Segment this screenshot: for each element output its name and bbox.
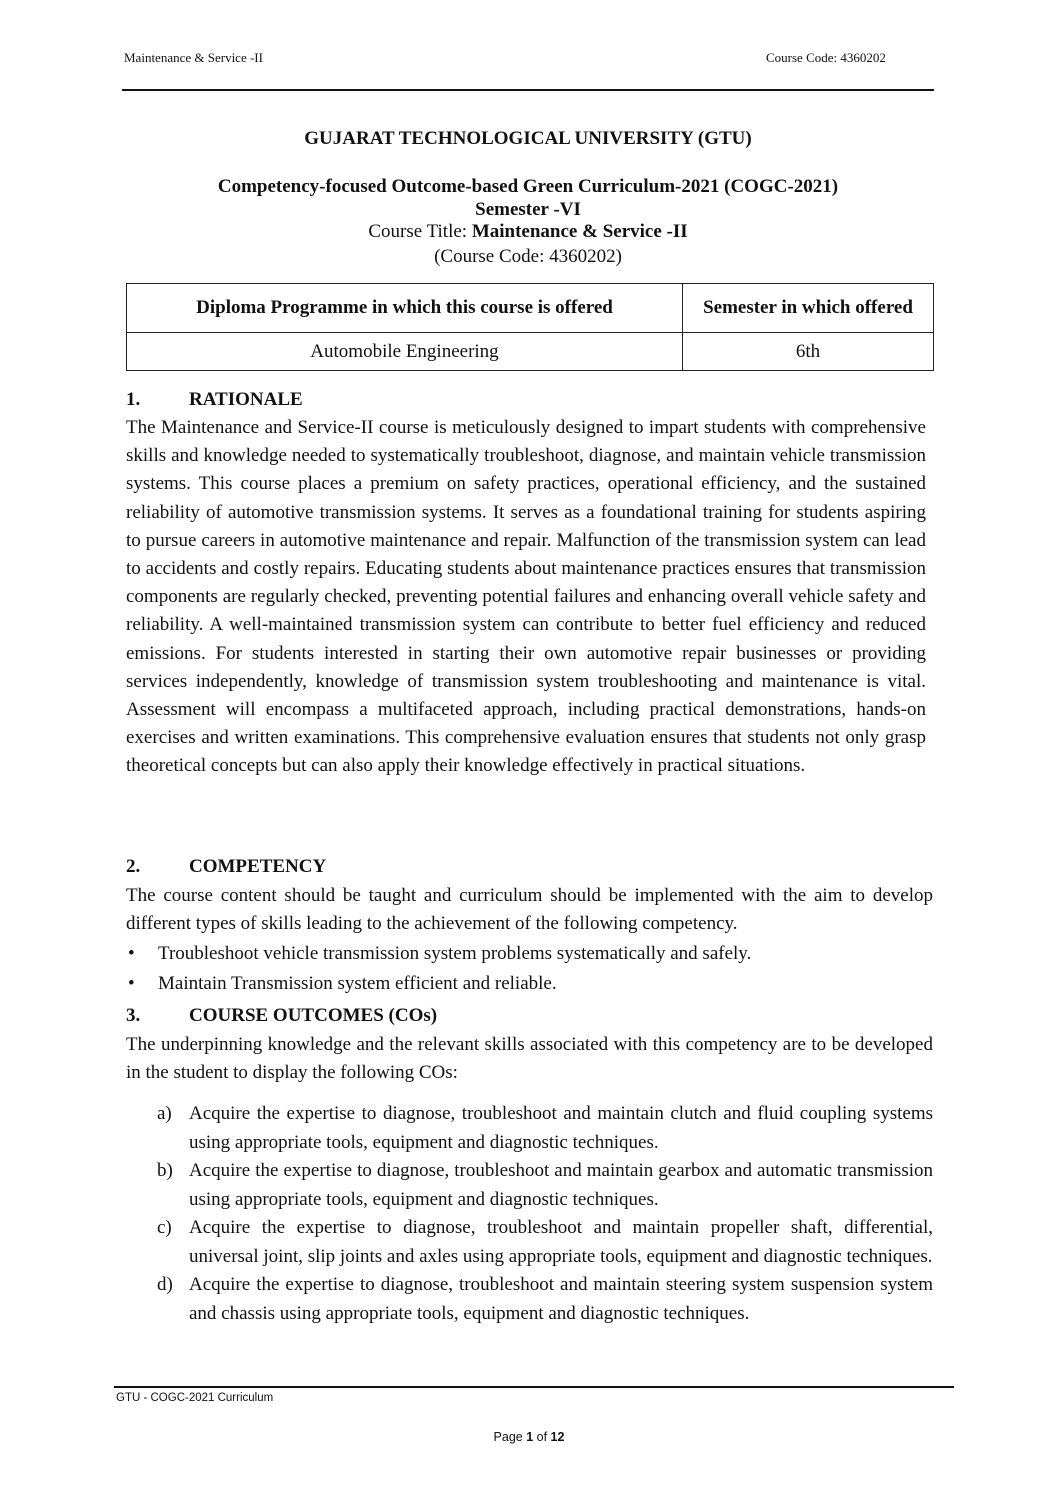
page-of: of — [533, 1430, 551, 1444]
course-outcomes-paragraph: The underpinning knowledge and the relevant skills associated with this competency are to be developed in the student to display the following COs: — [126, 1034, 933, 1084]
university-title: GUJARAT TECHNOLOGICAL UNIVERSITY (GTU) — [304, 128, 752, 149]
list-item — [126, 1214, 933, 1271]
course-code: (Course Code: 4360202) — [434, 246, 622, 267]
section-number: 3. — [126, 1005, 141, 1026]
course-title — [122, 221, 934, 243]
list-item — [126, 1157, 933, 1214]
programme-table — [126, 283, 934, 371]
outcome-text: Acquire the expertise to diagnose, troubleshoot and maintain steering system suspension system and chassis using appropriate tools, equipment and diagnostic techniques. — [189, 1274, 933, 1324]
header-divider — [122, 89, 934, 91]
footer-curriculum-label: GTU - COGC-2021 Curriculum — [116, 1392, 274, 1404]
page-total: 12 — [550, 1430, 565, 1444]
competency-paragraph: The course content should be taught and curriculum should be implemented with the aim to develop different types of skills leading to the achievement of the following competency. — [126, 885, 933, 935]
outcome-text: Acquire the expertise to diagnose, troubleshoot and maintain propeller shaft, differential, universal joint, slip joints and axles using appropriate tools, equipment and diagnostic techniques. — [189, 1217, 933, 1267]
semester-title: Semester -VI — [475, 199, 581, 220]
course-title-label: Course Title: — [368, 221, 472, 242]
running-header-course-code: Course Code: 4360202 — [766, 50, 886, 65]
outcome-label: b) — [157, 1160, 173, 1181]
section-heading-competency — [126, 856, 326, 878]
table-header-cell: Diploma Programme in which this course is offered — [127, 284, 683, 333]
section-title: RATIONALE — [189, 389, 303, 410]
table-cell: Automobile Engineering — [127, 333, 683, 371]
section-title: COURSE OUTCOMES (COs) — [189, 1005, 438, 1026]
outcome-label: c) — [157, 1217, 172, 1238]
course-outcomes-list — [126, 1100, 933, 1328]
list-item — [126, 1271, 933, 1328]
page-prefix: Page — [493, 1430, 527, 1444]
section-number: 1. — [126, 389, 141, 410]
section-title: COMPETENCY — [189, 856, 327, 877]
course-title-value: Maintenance & Service -II — [471, 221, 688, 242]
list-item: • Maintain Transmission system efficient and reliable. — [126, 969, 926, 999]
section-number: 2. — [126, 856, 141, 877]
competency-list — [126, 939, 926, 999]
page-current: 1 — [526, 1430, 534, 1444]
outcome-label: a) — [157, 1103, 172, 1124]
outcome-text: Acquire the expertise to diagnose, troubleshoot and maintain gearbox and automatic transmission using appropriate tools, equipment and diagnostic techniques. — [189, 1160, 933, 1210]
running-header-title: Maintenance & Service -II — [124, 50, 263, 65]
curriculum-title: Competency-focused Outcome-based Green Curriculum-2021 (COGC-2021) — [217, 176, 839, 197]
rationale-paragraph: The Maintenance and Service-II course is meticulously designed to impart students with comprehensive skills and knowledge needed to systematically troubleshoot, diagnose, and maintain vehicle transmission systems. This course places a premium on safety practices, operational efficiency, and the sustained reliability of automotive transmission systems. It serves as a foundational training for students aspiring to pursue careers in automotive maintenance and repair. Malfunction of the transmission system can lead to accidents and costly repairs. Educating students about maintenance practices ensures that transmission components are regularly checked, preventing potential failures and enhancing overall vehicle safety and reliability. A well-maintained transmission system can contribute to better fuel efficiency and reduced emissions. For students interested in starting their own automotive repair businesses or providing services independently, knowledge of transmission system troubleshooting and maintenance is vital. Assessment will encompass a multifaceted approach, including practical demonstrations, hands-on exercises and written examinations. This comprehensive evaluation ensures that students not only grasp theoretical concepts but can also apply their knowledge effectively in practical situations. — [126, 417, 926, 777]
list-item: • Troubleshoot vehicle transmission system problems systematically and safely. — [126, 939, 926, 969]
footer-divider — [114, 1386, 954, 1388]
section-heading-rationale — [126, 389, 303, 411]
table-cell: 6th — [683, 333, 934, 371]
table-header-cell: Semester in which offered — [683, 284, 934, 333]
section-heading-course-outcomes — [126, 1005, 437, 1027]
table-row — [127, 333, 934, 371]
list-item — [126, 1100, 933, 1157]
page-number — [0, 1430, 1058, 1444]
outcome-label: d) — [157, 1274, 173, 1295]
table-header-row — [127, 284, 934, 333]
outcome-text: Acquire the expertise to diagnose, troubleshoot and maintain clutch and fluid coupling systems using appropriate tools, equipment and diagnostic techniques. — [189, 1103, 933, 1153]
